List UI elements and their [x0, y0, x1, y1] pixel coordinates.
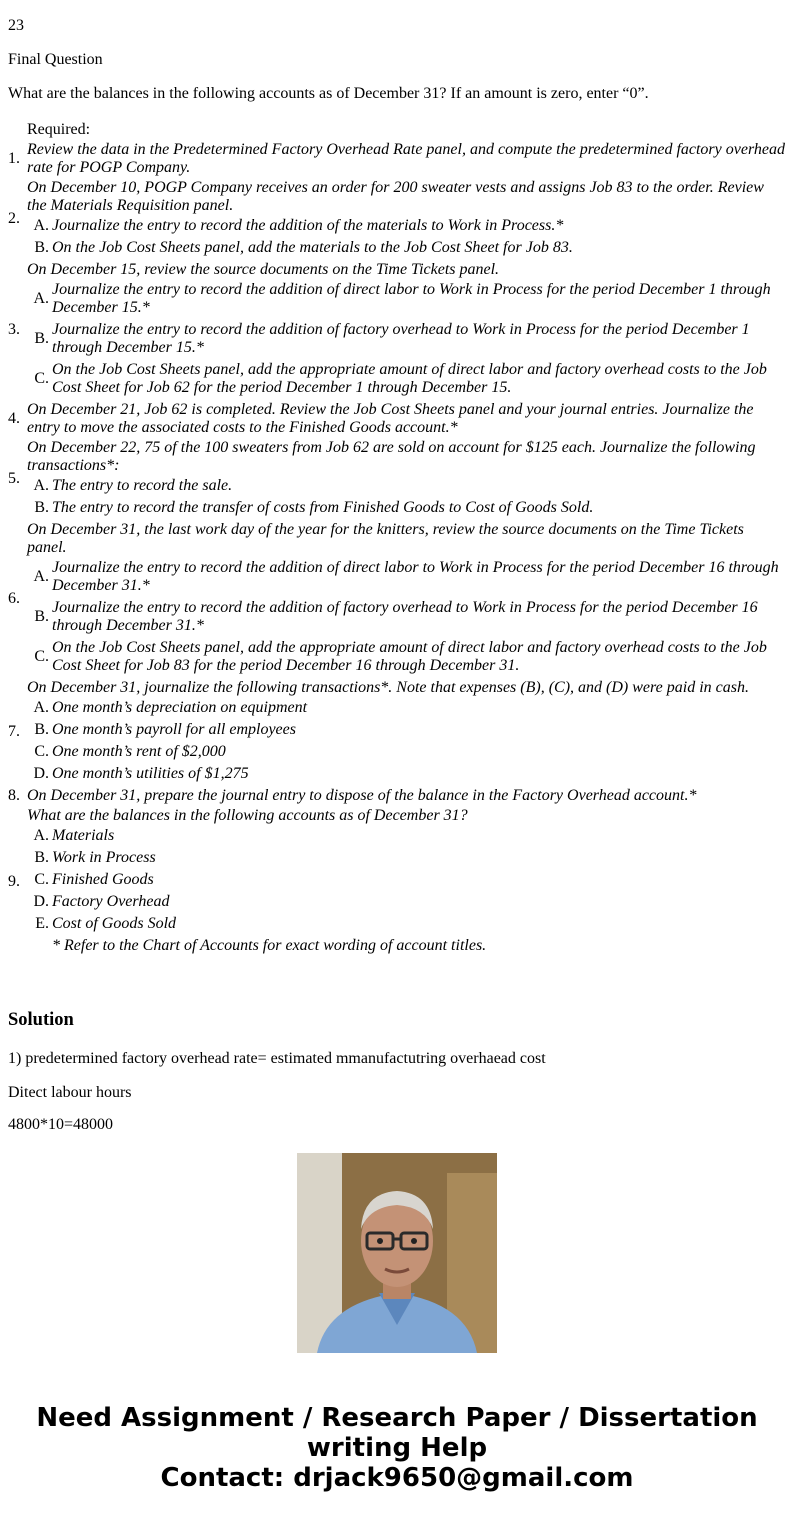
sub-item-text: One month’s payroll for all employees — [52, 721, 296, 738]
sub-item-text: The entry to record the transfer of costs from Finished Goods to Cost of Goods Sold. — [52, 499, 594, 516]
item-number: 5. — [8, 470, 20, 487]
solution-line-3: 4800*10=48000 — [8, 1116, 114, 1133]
sub-item-text: Journalize the entry to record the addition of factory overhead to Work in Process for the period December 1 through December 15.* — [52, 321, 750, 356]
item-text: What are the balances in the following accounts as of December 31? — [27, 807, 468, 824]
sub-item — [27, 319, 786, 359]
required-item — [8, 806, 786, 958]
item-number: 6. — [8, 590, 20, 607]
sub-list — [27, 557, 786, 677]
required-item — [8, 520, 786, 678]
sub-item-letter: D. — [33, 893, 49, 910]
sub-item-letter: A. — [33, 290, 49, 307]
item-text: On December 31, journalize the following transactions*. Note that expenses (B), (C), and (D) were paid in cash. — [27, 679, 749, 696]
sub-item-letter: E. — [35, 915, 49, 932]
item-text: On December 21, Job 62 is completed. Review the Job Cost Sheets panel and your journal entries. Journalize the entry to move the associated costs to the Finished Goods account.* — [27, 401, 754, 436]
portrait-illustration — [297, 1153, 497, 1353]
sub-item-letter: B. — [34, 608, 49, 625]
required-item — [8, 260, 786, 400]
sub-item-text: Work in Process — [52, 849, 156, 866]
sub-item-text: Materials — [52, 827, 115, 844]
sub-item-letter: B. — [34, 499, 49, 516]
footer-line-1: Need Assignment / Research Paper / Dissertation writing Help — [36, 1403, 758, 1463]
sub-item-text: On the Job Cost Sheets panel, add the appropriate amount of direct labor and factory overhead costs to the Job Cost Sheet for Job 83 for the period December 16 through December 31. — [52, 639, 767, 674]
solution-heading: Solution — [8, 1010, 74, 1030]
required-item — [8, 400, 786, 438]
required-item — [8, 140, 786, 178]
item-number: 2. — [8, 210, 20, 227]
sub-list — [27, 215, 786, 259]
item-number: 9. — [8, 873, 20, 890]
sub-item-text: One month’s depreciation on equipment — [52, 699, 308, 716]
sub-item-letter: B. — [34, 849, 49, 866]
item-number: 8. — [8, 787, 20, 804]
item-text: On December 10, POGP Company receives an order for 200 sweater vests and assigns Job 83 to the order. Review the Materials Requisition panel. — [27, 179, 764, 214]
sub-item-letter: C. — [34, 370, 49, 387]
sub-item-text: Finished Goods — [52, 871, 154, 888]
sub-item-text: Journalize the entry to record the addition of direct labor to Work in Process for the period December 16 through December 31.* — [52, 559, 779, 594]
question-title: Final Question — [8, 51, 103, 68]
sub-item-letter: A. — [33, 217, 49, 234]
sub-item-letter: A. — [33, 568, 49, 585]
footer-line-2: Contact: drjack9650@gmail.com — [160, 1463, 634, 1493]
sub-item-text: One month’s utilities of $1,275 — [52, 765, 249, 782]
required-item — [8, 678, 786, 786]
sub-item-text: On the Job Cost Sheets panel, add the materials to the Job Cost Sheet for Job 83. — [52, 239, 573, 256]
author-photo — [297, 1153, 497, 1353]
sub-item — [27, 825, 786, 847]
item-number: 1. — [8, 150, 20, 167]
sub-item-letter: B. — [34, 721, 49, 738]
sub-item-letter: A. — [33, 827, 49, 844]
sub-item-text: Journalize the entry to record the addition of the materials to Work in Process.* — [52, 217, 564, 234]
required-item — [8, 178, 786, 260]
sub-item — [27, 697, 786, 719]
sub-item-text: The entry to record the sale. — [52, 477, 233, 494]
sub-item-text: On the Job Cost Sheets panel, add the appropriate amount of direct labor and factory overhead costs to the Job Cost Sheet for Job 62 for the period December 1 through December 15. — [52, 361, 767, 396]
sub-item-letter: C. — [34, 648, 49, 665]
sub-item-text: One month’s rent of $2,000 — [52, 743, 226, 760]
required-label: Required: — [27, 121, 91, 138]
sub-item-text: Journalize the entry to record the addition of direct labor to Work in Process for the period December 1 through December 15.* — [52, 281, 771, 316]
sub-item — [27, 215, 786, 237]
item-number: 3. — [8, 321, 20, 338]
sub-item — [27, 497, 786, 519]
sub-item — [27, 557, 786, 597]
sub-item — [27, 475, 786, 497]
item-text: Review the data in the Predetermined Factory Overhead Rate panel, and compute the predetermined factory overhead rate for POGP Company. — [27, 141, 785, 176]
sub-list — [27, 475, 786, 519]
item-text: On December 31, prepare the journal entry to dispose of the balance in the Factory Overhead account.* — [27, 787, 697, 804]
sub-item — [27, 597, 786, 637]
item-text: On December 15, review the source documents on the Time Tickets panel. — [27, 261, 500, 278]
sub-item-letter: B. — [34, 330, 49, 347]
item-text: On December 31, the last work day of the year for the knitters, review the source documents on the Time Tickets panel. — [27, 521, 744, 556]
sub-item-letter: C. — [34, 743, 49, 760]
sub-item — [27, 869, 786, 891]
solution-line-1: 1) predetermined factory overhead rate= estimated mmanufactutring overhaead cost — [8, 1050, 546, 1067]
sub-item-letter: A. — [33, 477, 49, 494]
sub-list — [27, 697, 786, 785]
sub-item-text: Cost of Goods Sold — [52, 915, 177, 932]
sub-item — [27, 719, 786, 741]
sub-item — [27, 279, 786, 319]
sub-item — [27, 359, 786, 399]
question-number: 23 — [8, 17, 24, 34]
sub-item-letter: C. — [34, 871, 49, 888]
question-text: What are the balances in the following accounts as of December 31? If an amount is zero, enter “0”. — [8, 85, 649, 102]
sub-item-text: Factory Overhead — [52, 893, 170, 910]
sub-item — [27, 741, 786, 763]
sub-item — [27, 913, 786, 935]
sub-item — [27, 237, 786, 259]
item-number: 4. — [8, 410, 20, 427]
sub-item — [27, 763, 786, 785]
sub-item — [27, 637, 786, 677]
sub-list — [27, 825, 786, 957]
item-text: On December 22, 75 of the 100 sweaters from Job 62 are sold on account for $125 each. Journalize the following transactions*: — [27, 439, 756, 474]
sub-item — [27, 891, 786, 913]
sub-item — [27, 847, 786, 869]
required-list — [8, 120, 786, 958]
sub-item-letter: B. — [34, 239, 49, 256]
contact-footer — [0, 1403, 794, 1493]
item-number: 7. — [8, 723, 20, 740]
sub-list — [27, 279, 786, 399]
footnote: * Refer to the Chart of Accounts for exact wording of account titles. — [52, 937, 487, 954]
solution-line-2: Ditect labour hours — [8, 1084, 132, 1101]
required-item — [8, 786, 786, 806]
sub-item-letter: A. — [33, 699, 49, 716]
sub-item-letter: D. — [33, 765, 49, 782]
required-item — [8, 438, 786, 520]
sub-item-text: Journalize the entry to record the addition of factory overhead to Work in Process for the period December 16 through December 31.* — [52, 599, 758, 634]
